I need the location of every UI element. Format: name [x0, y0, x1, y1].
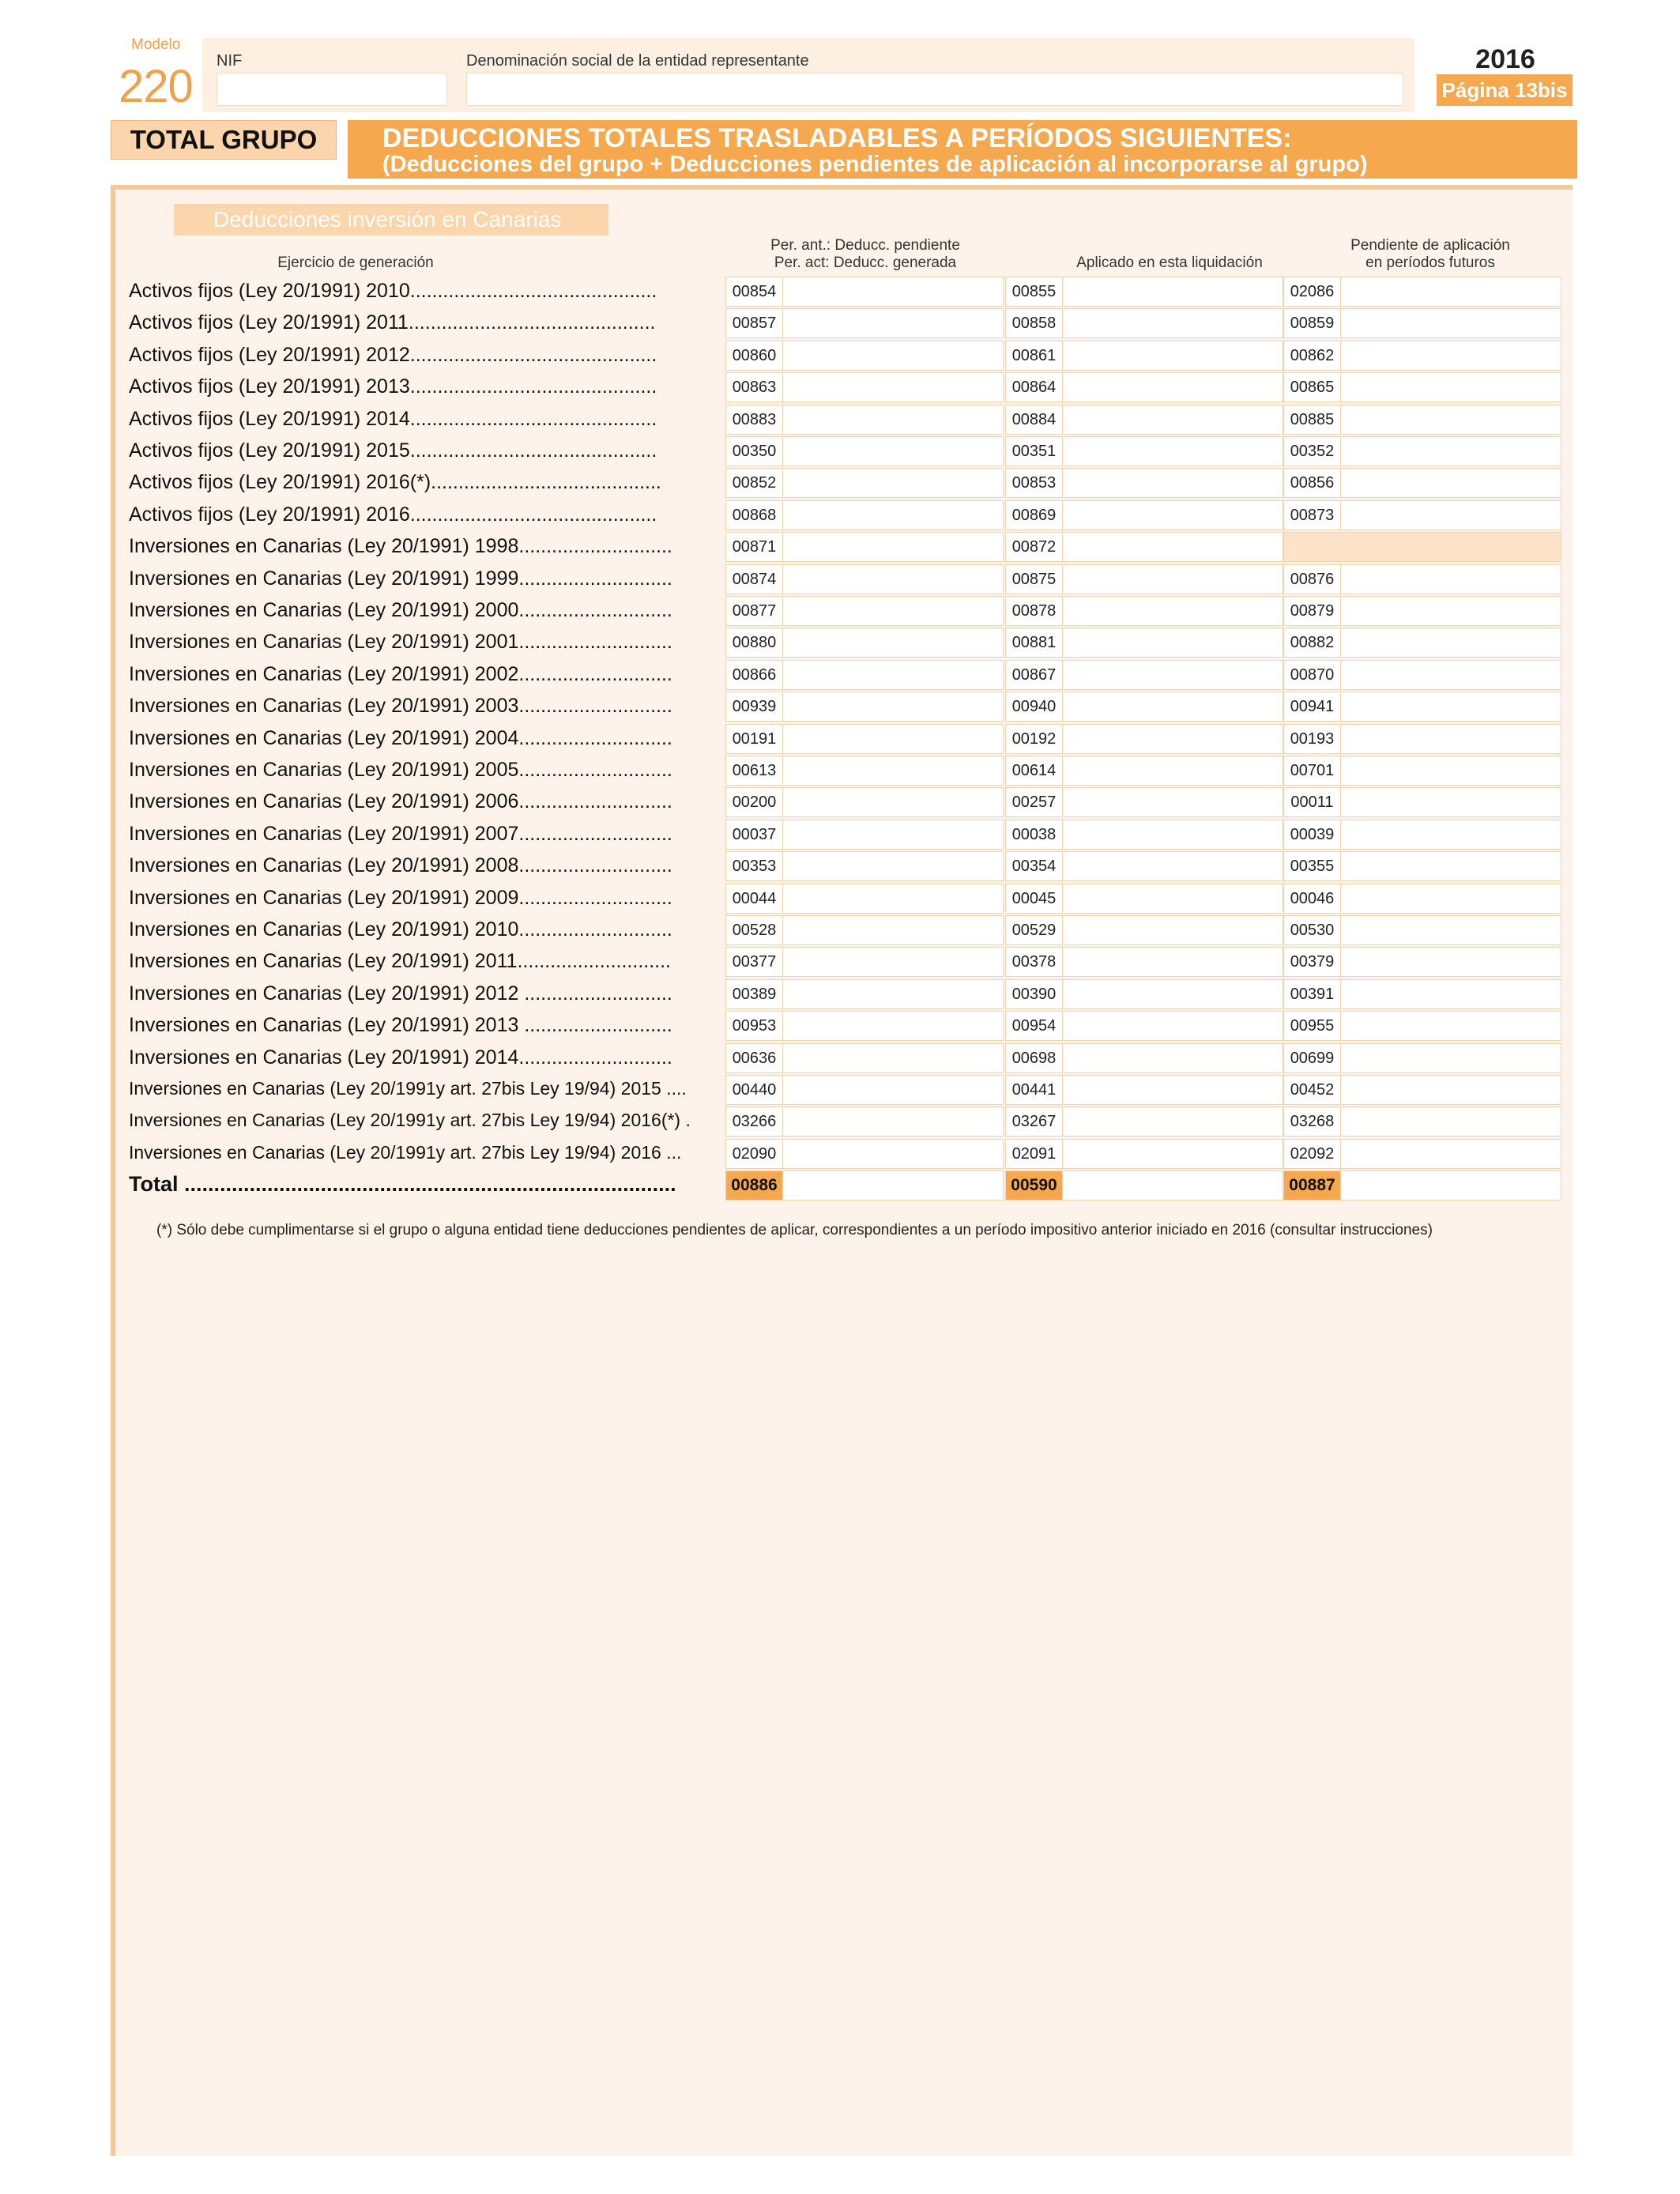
field-code: 00877 [726, 597, 783, 625]
field-code: 00852 [726, 469, 783, 497]
field-code: 00614 [1006, 756, 1063, 785]
row-label: Inversiones en Canarias (Ley 20/1991y art. 27bis Ley 19/94) 2015 .... [129, 1078, 687, 1099]
field-code: 00351 [1006, 437, 1063, 466]
amount-field[interactable] [1005, 308, 1283, 338]
amount-field[interactable] [1283, 564, 1561, 594]
amount-field[interactable] [1005, 979, 1283, 1009]
amount-field[interactable] [1005, 468, 1283, 498]
col-header-ejercicio: Ejercicio de generación [277, 254, 434, 271]
row-label: Inversiones en Canarias (Ley 20/1991) 2004............................ [129, 727, 672, 749]
field-code: 00441 [1006, 1076, 1063, 1104]
field-code: 00377 [726, 948, 783, 976]
denominacion-input[interactable] [466, 73, 1403, 106]
field-code: 00636 [726, 1044, 783, 1072]
amount-field[interactable] [725, 947, 1004, 977]
col-header-per-ant: Per. ant.: Deducc. pendiente [770, 237, 960, 254]
field-code: 00867 [1006, 661, 1063, 689]
row-label: Inversiones en Canarias (Ley 20/1991) 2009............................ [129, 887, 672, 909]
row-label: Activos fijos (Ley 20/1991) 2016(*).......................................... [129, 471, 661, 493]
amount-field[interactable] [725, 628, 1004, 658]
field-code: 00853 [1006, 469, 1063, 497]
field-code: 00529 [1006, 916, 1063, 944]
field-code: 00865 [1284, 373, 1341, 401]
row-label: Activos fijos (Ley 20/1991) 2013............................................. [129, 375, 657, 398]
field-code: 00871 [726, 533, 783, 561]
amount-field[interactable] [725, 436, 1004, 466]
nif-label: NIF [217, 52, 243, 70]
section-subtitle: (Deducciones del grupo + Deducciones pendientes de aplicación al incorporarse al grupo) [382, 152, 1368, 177]
row-label: Activos fijos (Ley 20/1991) 2016............................................. [129, 503, 657, 526]
field-code: 02092 [1284, 1140, 1341, 1168]
row-label: Inversiones en Canarias (Ley 20/1991) 2011............................ [129, 950, 671, 972]
field-code: 00857 [726, 309, 783, 337]
row-label: Activos fijos (Ley 20/1991) 2010............................................. [129, 280, 657, 302]
field-code: 00590 [1006, 1171, 1063, 1200]
nif-input[interactable] [217, 73, 447, 106]
amount-field[interactable] [1005, 532, 1283, 562]
field-code: 00701 [1284, 756, 1341, 785]
modelo-number: 220 [119, 61, 193, 112]
row-label: Activos fijos (Ley 20/1991) 2014............................................. [129, 408, 657, 430]
amount-field[interactable] [1005, 500, 1283, 530]
amount-field[interactable] [1283, 915, 1561, 945]
field-code: 00257 [1006, 788, 1063, 816]
field-code: 00874 [726, 565, 783, 594]
amount-field[interactable] [1005, 341, 1283, 371]
field-code: 00864 [1006, 373, 1063, 401]
amount-field[interactable] [1283, 277, 1561, 307]
amount-field[interactable] [1283, 436, 1561, 466]
disabled-field [1283, 532, 1561, 562]
field-code: 02086 [1284, 277, 1341, 306]
amount-field[interactable] [725, 468, 1004, 498]
field-code: 00389 [726, 980, 783, 1008]
amount-field[interactable] [1283, 724, 1561, 754]
subsection-tag: Deducciones inversión en Canarias [174, 204, 608, 236]
field-code: 00862 [1284, 341, 1341, 370]
amount-field[interactable] [1283, 787, 1561, 817]
amount-field[interactable] [1283, 1139, 1561, 1169]
total-grupo-label: TOTAL GRUPO [111, 120, 337, 160]
field-code: 00954 [1006, 1012, 1063, 1040]
field-code: 00039 [1284, 820, 1341, 849]
amount-field[interactable] [1005, 564, 1283, 594]
row-label: Inversiones en Canarias (Ley 20/1991y art. 27bis Ley 19/94) 2016 ... [129, 1142, 682, 1163]
col-header-per-act: Per. act: Deducc. generada [774, 254, 957, 271]
amount-field[interactable] [1283, 660, 1561, 690]
amount-field[interactable] [1005, 1075, 1283, 1105]
row-label: Inversiones en Canarias (Ley 20/1991) 2008............................ [129, 854, 672, 876]
field-code: 02091 [1006, 1140, 1063, 1168]
field-code: 00860 [726, 341, 783, 370]
field-code: 00886 [726, 1171, 783, 1200]
section-banner [348, 120, 1577, 179]
row-label: Inversiones en Canarias (Ley 20/1991) 2014............................ [129, 1046, 672, 1069]
field-code: 00875 [1006, 565, 1063, 594]
field-code: 00876 [1284, 565, 1341, 594]
field-code: 00379 [1284, 948, 1341, 976]
row-label: Inversiones en Canarias (Ley 20/1991) 2013 ........................... [129, 1014, 672, 1036]
amount-field[interactable] [725, 1043, 1004, 1073]
row-label: Activos fijos (Ley 20/1991) 2011............................................. [129, 311, 656, 334]
amount-field[interactable] [725, 372, 1004, 402]
amount-field[interactable] [1283, 756, 1561, 786]
amount-field[interactable] [725, 787, 1004, 817]
field-code: 03267 [1006, 1107, 1063, 1136]
field-code: 00046 [1284, 884, 1341, 913]
amount-field[interactable] [1283, 1075, 1561, 1105]
field-code: 00869 [1006, 501, 1063, 530]
field-code: 00613 [726, 756, 783, 785]
row-label: Inversiones en Canarias (Ley 20/1991) 2002............................ [129, 663, 672, 685]
row-label: Inversiones en Canarias (Ley 20/1991) 2000............................ [129, 599, 672, 621]
field-code: 00011 [1284, 788, 1341, 816]
amount-field[interactable] [1283, 468, 1561, 498]
field-code: 00044 [726, 884, 783, 913]
field-code: 00854 [726, 277, 783, 306]
amount-field[interactable] [1005, 660, 1283, 690]
row-label: Inversiones en Canarias (Ley 20/1991) 2005............................ [129, 759, 672, 781]
field-code: 00856 [1284, 469, 1341, 497]
field-code: 00953 [726, 1012, 783, 1040]
amount-field[interactable] [725, 820, 1004, 850]
field-code: 02090 [726, 1140, 783, 1168]
field-code: 00378 [1006, 948, 1063, 976]
field-code: 00530 [1284, 916, 1341, 944]
row-label: Inversiones en Canarias (Ley 20/1991) 2012 ........................... [129, 982, 672, 1005]
field-code: 00861 [1006, 341, 1063, 370]
amount-field[interactable] [1283, 1043, 1561, 1073]
field-code: 00873 [1284, 501, 1341, 530]
field-code: 00045 [1006, 884, 1063, 913]
amount-field[interactable] [1283, 500, 1561, 530]
field-code: 00528 [726, 916, 783, 944]
field-code: 00882 [1284, 628, 1341, 657]
amount-field[interactable] [1283, 596, 1561, 626]
col-header-pendiente-2: en períodos futuros [1365, 254, 1495, 271]
amount-field[interactable] [1005, 1106, 1283, 1137]
row-label: Activos fijos (Ley 20/1991) 2012............................................. [129, 344, 657, 366]
field-code: 00855 [1006, 277, 1063, 306]
amount-field[interactable] [1283, 405, 1561, 435]
field-code: 00038 [1006, 820, 1063, 849]
amount-field[interactable] [1283, 1171, 1561, 1201]
amount-field[interactable] [725, 1139, 1004, 1169]
amount-field[interactable] [725, 1011, 1004, 1041]
amount-field[interactable] [1005, 1043, 1283, 1073]
field-code: 00390 [1006, 980, 1063, 1008]
amount-field[interactable] [1005, 787, 1283, 817]
field-code: 00355 [1284, 852, 1341, 880]
footnote: (*) Sólo debe cumplimentarse si el grupo o alguna entidad tiene deducciones pendientes de aplicar, correspondientes a un período impositivo anterior iniciado en 2016 (consultar instrucciones) [156, 1222, 1433, 1238]
row-label: Inversiones en Canarias (Ley 20/1991) 1999............................ [129, 567, 672, 590]
field-code: 00353 [726, 852, 783, 880]
amount-field[interactable] [1005, 947, 1283, 977]
field-code: 00350 [726, 437, 783, 466]
amount-field[interactable] [725, 915, 1004, 945]
amount-field[interactable] [1283, 979, 1561, 1009]
row-label: Inversiones en Canarias (Ley 20/1991) 2006............................ [129, 790, 672, 812]
amount-field[interactable] [1005, 277, 1283, 307]
field-code: 00859 [1284, 309, 1341, 337]
field-code: 00037 [726, 820, 783, 849]
amount-field[interactable] [1005, 851, 1283, 881]
field-code: 00939 [726, 692, 783, 721]
field-code: 00193 [1284, 725, 1341, 753]
amount-field[interactable] [1283, 308, 1561, 338]
field-code: 00881 [1006, 628, 1063, 657]
amount-field[interactable] [1005, 820, 1283, 850]
field-code: 00884 [1006, 405, 1063, 434]
amount-field[interactable] [1005, 692, 1283, 722]
amount-field[interactable] [725, 692, 1004, 722]
amount-field[interactable] [1005, 915, 1283, 945]
row-label: Inversiones en Canarias (Ley 20/1991) 2001............................ [129, 631, 672, 653]
amount-field[interactable] [1005, 1011, 1283, 1041]
header-box [202, 38, 1414, 112]
amount-field[interactable] [725, 532, 1004, 562]
amount-field[interactable] [725, 405, 1004, 435]
field-code: 00940 [1006, 692, 1063, 721]
amount-field[interactable] [1005, 724, 1283, 754]
field-code: 00880 [726, 628, 783, 657]
amount-field[interactable] [725, 500, 1004, 530]
amount-field[interactable] [725, 308, 1004, 338]
section-title: DEDUCCIONES TOTALES TRASLADABLES A PERÍODOS SIGUIENTES: [382, 123, 1292, 153]
amount-field[interactable] [1005, 372, 1283, 402]
row-label: Inversiones en Canarias (Ley 20/1991) 2003............................ [129, 695, 672, 717]
amount-field[interactable] [1283, 947, 1561, 977]
amount-field[interactable] [1283, 1011, 1561, 1041]
field-code: 00878 [1006, 597, 1063, 625]
amount-field[interactable] [725, 564, 1004, 594]
field-code: 00858 [1006, 309, 1063, 337]
field-code: 00863 [726, 373, 783, 401]
amount-field[interactable] [725, 724, 1004, 754]
denominacion-label: Denominación social de la entidad representante [466, 52, 809, 70]
field-code: 00868 [726, 501, 783, 530]
amount-field[interactable] [1283, 341, 1561, 371]
amount-field[interactable] [725, 979, 1004, 1009]
amount-field[interactable] [1005, 1171, 1283, 1201]
row-label: Activos fijos (Ley 20/1991) 2015............................................. [129, 439, 657, 462]
field-code: 00354 [1006, 852, 1063, 880]
amount-field[interactable] [1005, 1139, 1283, 1169]
field-code: 00941 [1284, 692, 1341, 721]
amount-field[interactable] [1283, 820, 1561, 850]
field-code: 00887 [1284, 1171, 1341, 1200]
amount-field[interactable] [1283, 692, 1561, 722]
amount-field[interactable] [725, 1106, 1004, 1137]
amount-field[interactable] [725, 1075, 1004, 1105]
field-code: 00352 [1284, 437, 1341, 466]
field-code: 00192 [1006, 725, 1063, 753]
field-code: 00872 [1006, 533, 1063, 561]
row-label: Inversiones en Canarias (Ley 20/1991) 1998............................ [129, 535, 672, 557]
field-code: 03266 [726, 1107, 783, 1136]
amount-field[interactable] [1005, 596, 1283, 626]
amount-field[interactable] [725, 277, 1004, 307]
field-code: 00698 [1006, 1044, 1063, 1072]
amount-field[interactable] [1005, 436, 1283, 466]
amount-field[interactable] [1005, 628, 1283, 658]
col-header-pendiente: Pendiente de aplicación [1350, 237, 1510, 254]
amount-field[interactable] [1005, 884, 1283, 914]
field-code: 00452 [1284, 1076, 1341, 1104]
field-code: 00883 [726, 405, 783, 434]
amount-field[interactable] [1283, 884, 1561, 914]
amount-field[interactable] [725, 851, 1004, 881]
row-label: Inversiones en Canarias (Ley 20/1991) 2007............................ [129, 823, 672, 845]
amount-field[interactable] [1005, 756, 1283, 786]
amount-field[interactable] [725, 756, 1004, 786]
amount-field[interactable] [1283, 1106, 1561, 1137]
form-year: 2016 [1475, 44, 1535, 74]
field-code: 00879 [1284, 597, 1341, 625]
page-number: Página 13bis [1437, 74, 1573, 106]
field-code: 00870 [1284, 661, 1341, 689]
field-code: 00699 [1284, 1044, 1341, 1072]
field-code: 00866 [726, 661, 783, 689]
total-label: Total ................................................................................... [129, 1172, 676, 1196]
field-code: 00200 [726, 788, 783, 816]
col-header-aplicado: Aplicado en esta liquidación [1076, 254, 1263, 271]
field-code: 00191 [726, 725, 783, 753]
field-code: 00440 [726, 1076, 783, 1104]
row-label: Inversiones en Canarias (Ley 20/1991) 2010............................ [129, 918, 672, 941]
row-label: Inversiones en Canarias (Ley 20/1991y art. 27bis Ley 19/94) 2016(*) . [129, 1110, 691, 1130]
amount-field[interactable] [725, 1171, 1004, 1201]
amount-field[interactable] [1283, 851, 1561, 881]
field-code: 00391 [1284, 980, 1341, 1008]
amount-field[interactable] [1283, 372, 1561, 402]
amount-field[interactable] [725, 660, 1004, 690]
field-code: 03268 [1284, 1107, 1341, 1136]
amount-field[interactable] [725, 341, 1004, 371]
field-code: 00885 [1284, 405, 1341, 434]
field-code: 00955 [1284, 1012, 1341, 1040]
amount-field[interactable] [725, 884, 1004, 914]
amount-field[interactable] [1283, 628, 1561, 658]
amount-field[interactable] [725, 596, 1004, 626]
modelo-label: Modelo [131, 36, 181, 53]
amount-field[interactable] [1005, 405, 1283, 435]
